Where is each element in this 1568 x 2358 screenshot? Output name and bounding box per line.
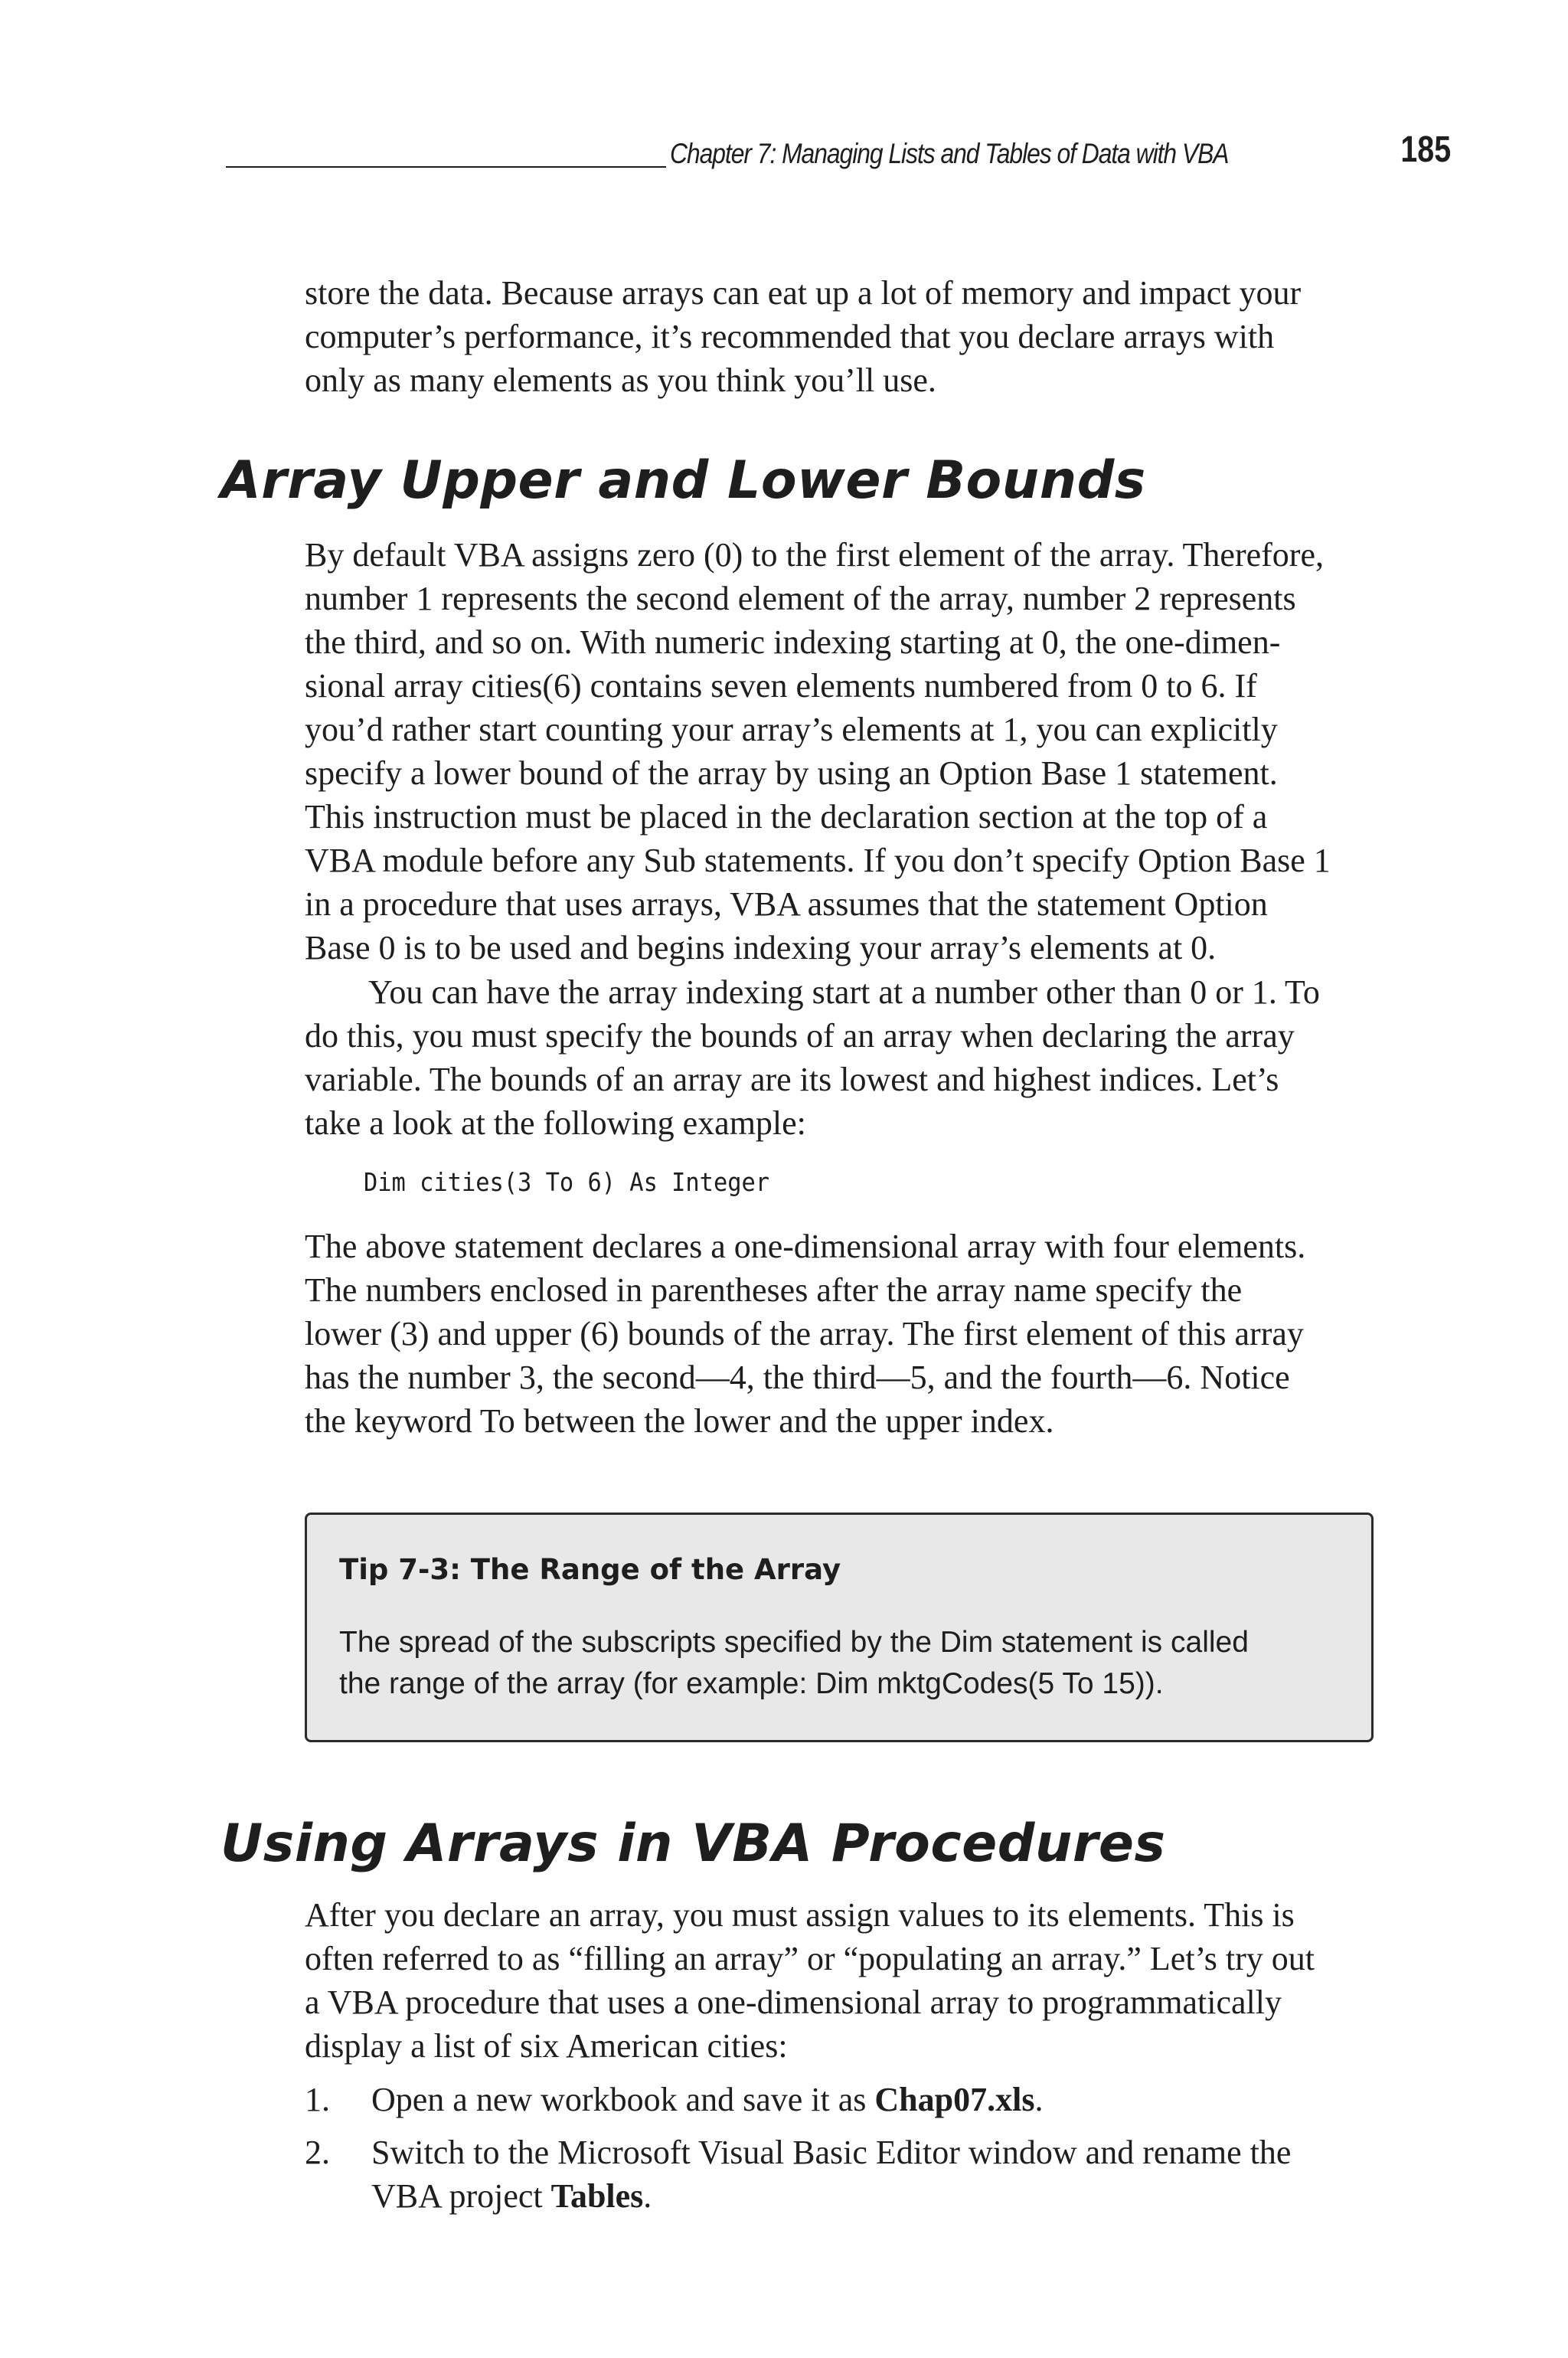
tip-body xyxy=(339,1622,1249,1705)
running-title: Chapter 7: Managing Lists and Tables of Data with VBA xyxy=(670,138,1229,169)
text-line: a VBA procedure that uses a one-dimensional array to programmatically xyxy=(305,1984,1282,2021)
page-number: 185 xyxy=(1400,129,1451,170)
text-line: the third, and so on. With numeric indexing starting at 0, the one-dimen- xyxy=(305,623,1281,661)
step-item xyxy=(305,2131,1453,2218)
text-line: By default VBA assigns zero (0) to the first element of the array. Therefore, xyxy=(305,536,1324,574)
step-text-plain: Open a new workbook and save it as xyxy=(371,2081,875,2118)
text-line: lower (3) and upper (6) bounds of the array. The first element of this array xyxy=(305,1315,1304,1352)
tip-box xyxy=(305,1513,1374,1742)
text-line: display a list of six American cities: xyxy=(305,2027,788,2065)
step-project-name: Tables xyxy=(550,2177,644,2215)
text-line: only as many elements as you think you’ll use. xyxy=(305,361,936,399)
code-sample: Dim cities(3 To 6) As Integer xyxy=(364,1167,770,1197)
step-text-plain: . xyxy=(1034,2081,1044,2118)
text-line: The numbers enclosed in parentheses after the array name specify the xyxy=(305,1271,1243,1309)
header-rule xyxy=(226,166,666,168)
procedures-paragraph xyxy=(305,1893,1453,2068)
text-line: variable. The bounds of an array are its lowest and highest indices. Let’s xyxy=(305,1061,1279,1098)
text-line: in a procedure that uses arrays, VBA assumes that the statement Option xyxy=(305,885,1268,923)
step-text-plain: VBA project xyxy=(371,2177,551,2215)
text-line: sional array cities(6) contains seven elements numbered from 0 to 6. If xyxy=(305,667,1257,705)
text-line: the range of the array (for example: Dim mktgCodes(5 To 15)). xyxy=(339,1667,1164,1700)
text-line: VBA module before any Sub statements. If you don’t specify Option Base 1 xyxy=(305,842,1331,879)
text-line: This instruction must be placed in the declaration section at the top of a xyxy=(305,798,1268,836)
step-text: Switch to the Microsoft Visual Basic Editor window and rename the xyxy=(371,2134,1292,2171)
section-heading-procedures: Using Arrays in VBA Procedures xyxy=(220,1813,1166,1874)
bounds-paragraph-2 xyxy=(305,970,1453,1145)
text-line: do this, you must specify the bounds of an array when declaring the array xyxy=(305,1017,1295,1055)
text-line: number 1 represents the second element of the array, number 2 represents xyxy=(305,580,1296,617)
text-line: the keyword To between the lower and the upper index. xyxy=(305,1402,1054,1440)
step-number: 1. xyxy=(305,2081,330,2118)
text-line: You can have the array indexing start at a number other than 0 or 1. To xyxy=(368,973,1320,1011)
step-text xyxy=(371,2174,1453,2218)
running-header xyxy=(226,129,1462,175)
text-line: take a look at the following example: xyxy=(305,1104,806,1142)
text-line: Base 0 is to be used and begins indexing your array’s elements at 0. xyxy=(305,929,1217,966)
text-line: computer’s performance, it’s recommended that you declare arrays with xyxy=(305,318,1275,355)
tip-title: Tip 7-3: The Range of the Array xyxy=(339,1553,841,1586)
bounds-paragraph-3 xyxy=(305,1225,1453,1443)
section-heading-bounds: Array Upper and Lower Bounds xyxy=(220,450,1146,511)
step-item xyxy=(305,2078,1453,2121)
step-number: 2. xyxy=(305,2134,330,2171)
text-line: After you declare an array, you must assign values to its elements. This is xyxy=(305,1896,1295,1934)
steps-list xyxy=(305,2078,1453,2227)
text-line: often referred to as “filling an array” or “populating an array.” Let’s try out xyxy=(305,1940,1315,1977)
text-line: you’d rather start counting your array’s elements at 1, you can explicitly xyxy=(305,711,1278,748)
text-line: The spread of the subscripts specified by the Dim statement is called xyxy=(339,1626,1249,1659)
step-text xyxy=(371,2078,1453,2121)
step-text-plain: . xyxy=(643,2177,652,2215)
text-line: The above statement declares a one-dimensional array with four elements. xyxy=(305,1228,1306,1265)
text-line: store the data. Because arrays can eat up a lot of memory and impact your xyxy=(305,274,1302,312)
text-line: has the number 3, the second—4, the third—5, and the fourth—6. Notice xyxy=(305,1359,1290,1396)
intro-paragraph xyxy=(305,271,1453,402)
bounds-paragraph-1 xyxy=(305,533,1453,970)
text-line: specify a lower bound of the array by using an Option Base 1 statement. xyxy=(305,754,1278,792)
step-filename: Chap07.xls xyxy=(874,2081,1035,2118)
